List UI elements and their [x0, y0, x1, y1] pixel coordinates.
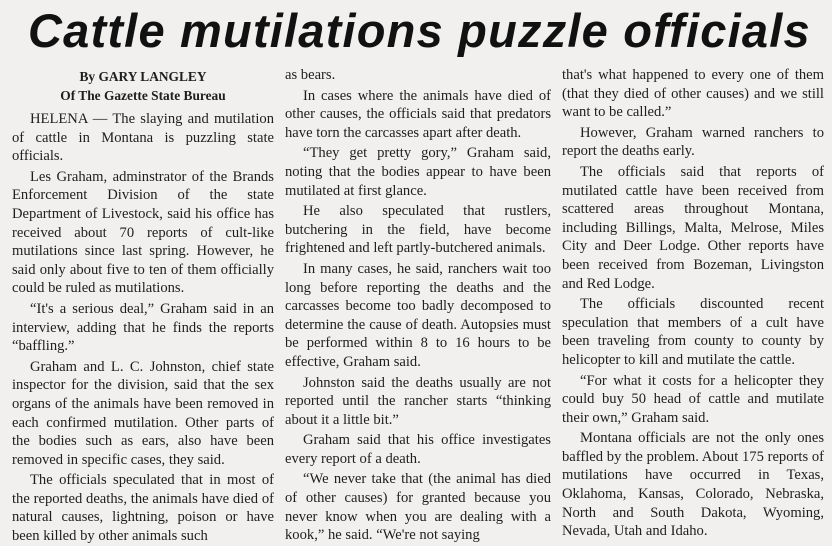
paragraph: “We never take that (the animal has died of other causes) for granted because you never know when you are dealing with a kook,” he said. “We're not saying	[285, 471, 551, 544]
paragraph: Les Graham, adminstrator of the Brands Enforcement Division of the state Department of Livestock, said his office has received about 70 reports of cult-like mutilations since last spring. However, he said only about five to ten of them officially could be ruled as mutilations.	[12, 168, 274, 297]
article-column-1	[12, 66, 274, 546]
paragraph: The officials said that reports of mutilated cattle have been received from scattered areas throughout Montana, including Billings, Malta, Melrose, Miles City and Deer Lodge. Other reports have been received from Bozeman, Livingston and Red Lodge.	[562, 163, 824, 292]
paragraph: In many cases, he said, ranchers wait too long before reporting the deaths and the carcasses become too badly decomposed to determine the cause of death. Autopsies must be performed within 8 to 16 hours to be effective, Graham said.	[285, 260, 551, 370]
paragraph: “They get pretty gory,” Graham said, noting that the bodies appear to have been mutilated at first glance.	[285, 145, 551, 199]
paragraph: “It's a serious deal,” Graham said in an interview, adding that he finds the reports “baffling.”	[12, 300, 274, 355]
paragraph: Montana officials are not the only ones baffled by the problem. About 175 reports of mutilations have occurred in Texas, Oklahoma, Kansas, Colorado, Nebraska, North and South Dakota, Wyoming, Nevada, Utah and Idaho.	[562, 430, 824, 540]
byline-author: By GARY LANGLEY	[79, 69, 207, 84]
paragraph: “For what it costs for a helicopter they could buy 50 head of cattle and mutilate their own,” Graham said.	[562, 372, 824, 426]
paragraph: In cases where the animals have died of other causes, the officials said that predators have torn the carcasses apart after death.	[285, 87, 551, 141]
paragraph: However, Graham warned ranchers to report the deaths early.	[562, 124, 824, 160]
article-column-2	[285, 66, 551, 545]
paragraph: Johnston said the deaths usually are not reported until the rancher starts “thinking about it a little bit.”	[285, 374, 551, 428]
paragraph: Graham and L. C. Johnston, chief state inspector for the division, said that the sex organs of the animals have been removed in each confirmed mutilation. Other parts of the bodies such as ears, also have been removed in specific cases, they said.	[12, 358, 274, 468]
paragraph: The officials discounted recent speculation that members of a cult have been traveling from county to county by helicopter to kill and mutilate the cattle.	[562, 296, 824, 368]
paragraph: The officials speculated that in most of the reported deaths, the animals have died of natural causes, lightning, poison or have been killed by other animals such	[12, 472, 274, 545]
paragraph: He also speculated that rustlers, butchering in the field, have become frightened and left partly-butchered animals.	[285, 203, 551, 257]
byline-bureau: Of The Gazette State Bureau	[60, 88, 226, 103]
paragraph: HELENA — The slaying and mutilation of cattle in Montana is puzzling state officials.	[12, 111, 274, 165]
headline: Cattle mutilations puzzle officials	[28, 4, 811, 57]
paragraph: Graham said that his office investigates every report of a death.	[285, 432, 551, 467]
article-column-3	[562, 66, 824, 541]
paragraph-continued: as bears.	[285, 67, 336, 83]
paragraph-continued: that's what happened to every one of them (that they died of other causes) and we still want to be called.”	[562, 67, 824, 121]
